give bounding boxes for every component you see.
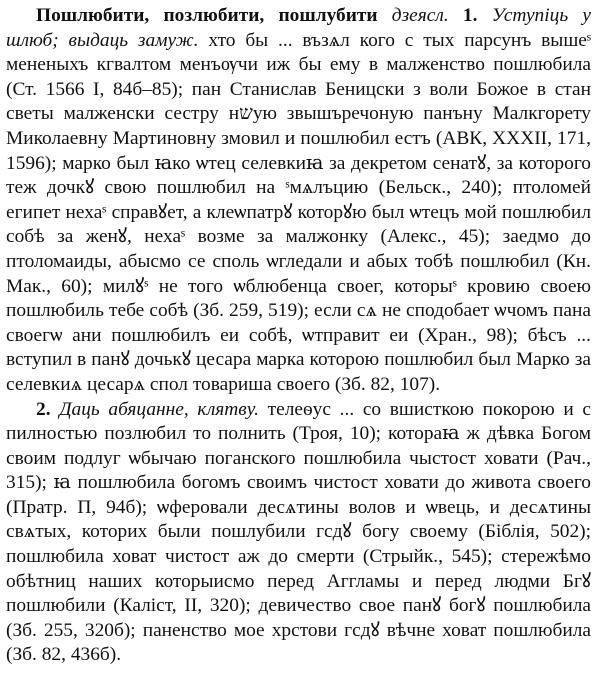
sense-2-paragraph <box>6 398 591 669</box>
sense-definition: Даць абяцанне, клятву. <box>59 398 259 420</box>
sense-number: 2. <box>36 398 51 420</box>
sense-definition: Уступіць у шлюб; выдаць замуж. <box>6 5 591 51</box>
headword: Пошлюбити, позлюбити, пошлубити <box>36 5 378 26</box>
sense-citations: телеѳус ... со вшисткою покорою и с пилностью позлюбил то полнить (Троя, 10); котораꙗ ж дѣвка Богом своим подлуг ѡбычаю поганского пошлюбила чыстост ховати (Рач., 315); ꙗ пошлюбила богомъ своимъ чистост ховати до живота своего (Пратр. П, 94б); ѡферовали десѧтины волов и ѡвець, и десѧтины свѧтых, которих были пошлубили гсдꙋ богу своему (Біблія, 502); пошлюбила ховат чистост аж до смерти (Стрыйк., 545); стережѣмо обѣтниц наших которыисмо перед Аггламы и перед людми Бгꙋ пошлюбили (Каліст, II, 320); девичество свое панꙋ богꙋ пошлюбила (Зб. 255, 320б); паненство мое хрстови гсдꙋ вѣчне ховат пошлюбила (Зб. 82, 436б). <box>6 398 591 666</box>
sense-citations: хто бы ... възѧл кого с тых парсунъ вышеˢ мененыхъ кгвалтом менъѹчи иж бы ему в малженство пошлюбила (Ст. 1566 І, 84б–85); пан Станислав Беницски з воли Божое в стан светы малженски сестру нשую звышъречоную панъну Малкгорету Миколаевну Мартиновну змовил и пошлюбил естъ (АВК, XXXII, 171, 1596); марко был ꙗко ѡтец селевкиꙗ за декретом сенатꙋ, за которого теж дочкꙋ свою пошлюбил на ˢмѧлъцию (Бельск., 240); птоломей египет нехаˢ справꙋет, а клеѡпатрꙋ которꙋю был ѡтецъ мой пошлюбил собѣ за женꙋ, нехаˢ возме за малжонку (Алекс., 45); заедмо до птоломаиды, абысмо се споль ѡгледали и абых тобѣ пошлюбил (Кн. Мак., 60); милꙋˢ не того ѡблюбенца своег, которыˢ кровию своею пошлюбиль тебе собѣ (Зб. 259, 519); если сѧ не сподобает ѡчомъ пана своегѡ ани пошлюбилъ еи собѣ, ѡтправит еи (Хран., 98); бѣсъ ... вступил в панꙋ дочькꙋ цесара марка которою пошлюбил был Марко за селевкиѧ цесарѧ спол товариша своего (Зб. 82, 107). <box>6 29 592 395</box>
grammar-label: дзеясл. <box>391 5 449 26</box>
sense-1-paragraph <box>6 4 591 398</box>
sense-number: 1. <box>462 5 478 26</box>
